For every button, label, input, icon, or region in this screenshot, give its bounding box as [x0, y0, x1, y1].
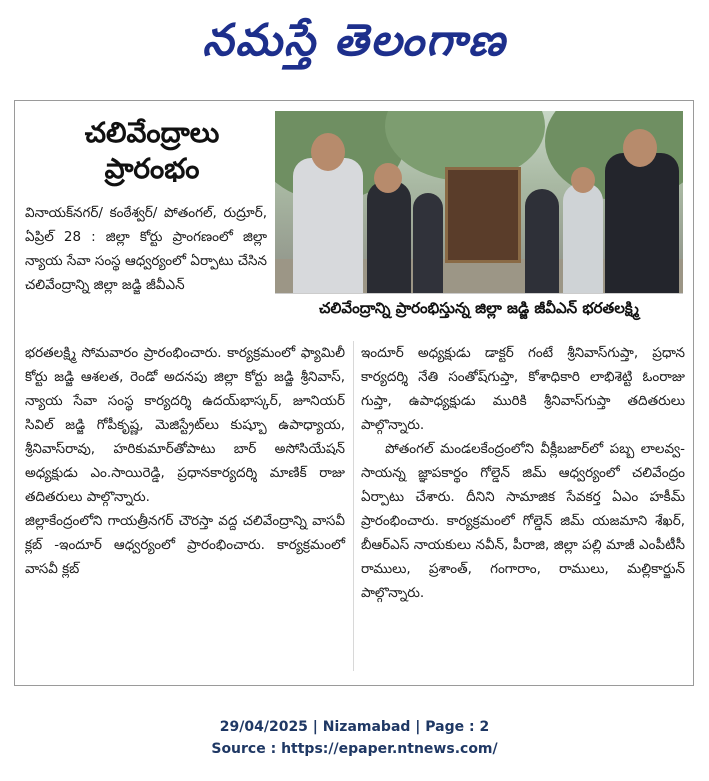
- newspaper-title: నమస్తే తెలంగాణ: [202, 15, 507, 66]
- source-link[interactable]: Source : https://epaper.ntnews.com/: [211, 741, 498, 757]
- left-paragraph-2: జిల్లాకేంద్రంలోని గాయత్రీనగర్ చౌరస్తా వద్ద చలివేంద్రాన్ని వాసవీ క్లబ్ -ఇందూర్ ఆధ్వర్యంలో ప్రారంభించారు. కార్యక్రమంలో వాసవీ క్లబ్: [25, 513, 345, 577]
- right-column: [361, 341, 685, 605]
- right-paragraph-1: ఇందూర్ అధ్యక్షుడు డాక్టర్ గంటే శ్రీనివాస్‌గుప్తా, ప్రధాన కార్యదర్శి నేతి సంతోష్‌గుప్తా, కోశాధికారి లాభిశెట్టి ఓంరాజు గుప్తా, ఉపాధ్యక్షుడు మురికి శ్రీనివాస్‌గుప్తా తదితరులు పాల్గొన్నారు.: [361, 345, 685, 433]
- left-column: [25, 341, 345, 581]
- headline-line-2: ప్రారంభం: [104, 152, 200, 185]
- right-paragraph-2: పోతంగల్ మండలకేంద్రంలోని వీక్లీబజార్‌లో పబ్బ లాలవ్వ-సాయన్న జ్ఞాపకార్థం గోల్డెన్ జిమ్ ఆధ్వర్యంలో చలివేంద్రం ఏర్పాటు చేశారు. దీనిని సామాజిక సేవకర్త ఏఎం హకీమ్ ప్రారంభించారు. కార్యక్రమంలో గోల్డెన్ జిమ్ యజమాని శేఖర్, బీఆర్ఎస్ నాయకులు నవీన్, పీరాజి, జిల్లా పల్లి మాజీ ఎంపీటీసీ రాములు, ప్రశాంత్, గంగారాం, రాములు, మల్లికార్జున్ పాల్గొన్నారు.: [361, 441, 685, 601]
- photo-caption: చలివేంద్రాన్ని ప్రారంభిస్తున్న జిల్లా జడ్జి జీవీఎన్ భరతలక్ష్మి: [275, 293, 683, 322]
- intro-paragraph: వినాయక్‌నగర్/ కంఠేశ్వర్/ పోతంగల్, రుద్రూర్, ఏప్రిల్ 28 : జిల్లా కోర్టు ప్రాంగణంలో జిల్లా న్యాయ సేవా సంస్థ ఆధ్వర్యంలో ఏర్పాటు చేసిన చలివేంద్రాన్ని జిల్లా జడ్జి జీవీఎన్: [25, 205, 267, 293]
- masthead: [0, 0, 709, 92]
- edition-info: 29/04/2025 | Nizamabad | Page : 2: [219, 719, 490, 735]
- water-stall: [445, 167, 521, 263]
- article-photo: [275, 111, 683, 293]
- article-intro: [25, 201, 267, 297]
- column-divider: [353, 341, 354, 671]
- left-paragraph-1: భరతలక్ష్మి సోమవారం ప్రారంభించారు. కార్యక్రమంలో ఫ్యామిలీ కోర్టు జడ్జి ఆశలత, రెండో అదనపు జిల్లా కోర్టు జడ్జి శ్రీనివాస్, న్యాయ సేవా సంస్థ కార్యదర్శి ఉదయ్‌భాస్కర్, జూనియర్ సివిల్ జడ్జి గోపీకృష్ణ, మెజిస్ట్రేట్‌లు కుష్బూ ఉపాధ్యాయ, శ్రీనివాస్‌రావు, హరికుమార్‌తోపాటు బార్ అసోసియేషన్ అధ్యక్షుడు ఎం.సాయిరెడ్డి, ప్రధానకార్యదర్శి మాణిక్ రాజు తదితరులు పాల్గొన్నారు.: [25, 345, 345, 505]
- headline-line-1: చలివేంద్రాలు: [84, 116, 220, 149]
- page-footer: [0, 716, 709, 760]
- article-clipping: [14, 100, 694, 686]
- article-headline: [37, 115, 267, 187]
